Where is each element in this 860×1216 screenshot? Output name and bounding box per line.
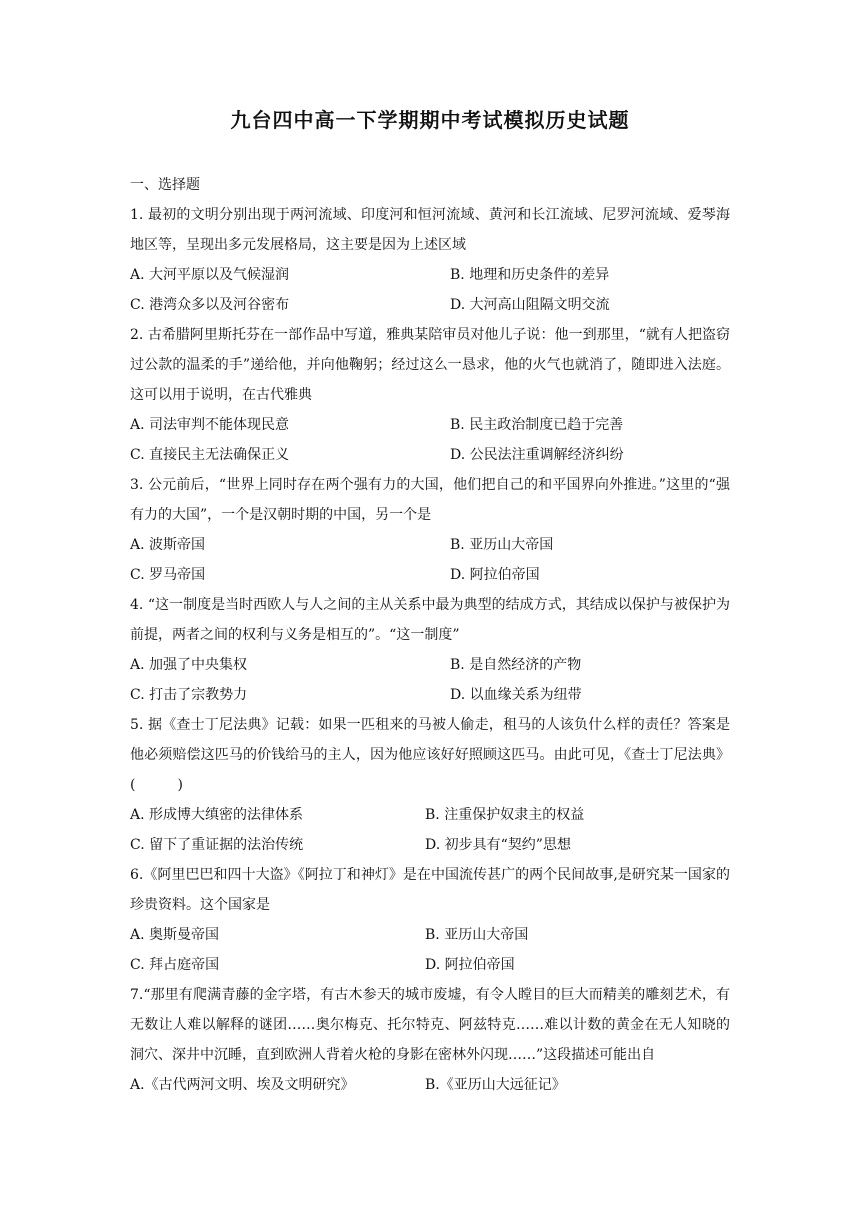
option-c: C. 留下了重证据的法治传统 (130, 837, 304, 853)
option-a: A. 司法审判不能体现民意 (130, 417, 290, 433)
option-c: C. 罗马帝国 (130, 567, 206, 583)
option-c: C. 打击了宗教势力 (130, 687, 248, 703)
option-a: A. 形成博大缜密的法律体系 (130, 807, 304, 823)
question-stem: 7.“那里有爬满青藤的金字塔，有古木参天的城市废墟，有令人瞠目的巨大而精美的雕刻艺术，有无数让人难以解释的谜团……奥尔梅克、托尔特克、阿兹特克……难以计数的黄金在无人知晓的洞穴、深井中沉睡，直到欧洲人背着火枪的身影在密林外闪现……”这段描述可能出自 (130, 987, 730, 1063)
option-d: D. 公民法注重调解经济纠纷 (450, 447, 624, 463)
option-row (130, 530, 730, 560)
option-row (130, 680, 730, 710)
option-row (130, 800, 730, 830)
question-stem: 2. 古希腊阿里斯托芬在一部作品中写道，雅典某陪审员对他儿子说：他一到那里，“就有人把盗窃过公款的温柔的手”递给他，并向他鞠躬；经过这么一恳求，他的火气也就消了，随即进入法庭。这可以用于说明，在古代雅典 (130, 327, 730, 403)
option-c: C. 拜占庭帝国 (130, 957, 220, 973)
exam-content (130, 170, 730, 1100)
question-3 (130, 470, 730, 590)
option-a: A. 波斯帝国 (130, 537, 206, 553)
section-heading: 一、选择题 (130, 177, 200, 193)
option-c: C. 港湾众多以及河谷密布 (130, 297, 290, 313)
option-b: B. 是自然经济的产物 (450, 657, 582, 673)
option-row (130, 650, 730, 680)
option-row (130, 410, 730, 440)
question-5 (130, 710, 730, 860)
question-1 (130, 200, 730, 320)
option-c: C. 直接民主无法确保正义 (130, 447, 290, 463)
option-a: A. 大河平原以及气候湿润 (130, 267, 290, 283)
option-a: A.《古代两河文明、埃及文明研究》 (130, 1077, 355, 1093)
option-row (130, 440, 730, 470)
option-row (130, 1070, 730, 1100)
question-stem: 3. 公元前后，“世界上同时存在两个强有力的大国，他们把自己的和平国界向外推进。”这里的“强有力的大国”，一个是汉朝时期的中国，另一个是 (130, 477, 730, 523)
question-stem: 6.《阿里巴巴和四十大盗》《阿拉丁和神灯》是在中国流传甚广的两个民间故事,是研究某一国家的珍贵资料。这个国家是 (130, 867, 730, 913)
option-row (130, 830, 730, 860)
option-row (130, 290, 730, 320)
option-row (130, 920, 730, 950)
question-4 (130, 590, 730, 710)
option-a: A. 奥斯曼帝国 (130, 927, 220, 943)
option-row (130, 950, 730, 980)
option-b: B. 民主政治制度已趋于完善 (450, 417, 624, 433)
exam-title: 九台四中高一下学期期中考试模拟历史试题 (230, 108, 630, 132)
option-b: B. 亚历山大帝国 (450, 537, 554, 553)
option-d: D. 以血缘关系为纽带 (450, 687, 582, 703)
question-6 (130, 860, 730, 980)
question-7 (130, 980, 730, 1100)
option-b: B.《亚历山大远征记》 (425, 1077, 566, 1093)
option-d: D. 阿拉伯帝国 (450, 567, 540, 583)
question-stem: 1. 最初的文明分别出现于两河流域、印度河和恒河流域、黄河和长江流域、尼罗河流域、爱琴海地区等，呈现出多元发展格局，这主要是因为上述区域 (130, 207, 730, 253)
option-row (130, 560, 730, 590)
option-a: A. 加强了中央集权 (130, 657, 248, 673)
question-stem: 5. 据《查士丁尼法典》记载：如果一匹租来的马被人偷走，租马的人该负什么样的责任？答案是他必须赔偿这匹马的价钱给马的主人，因为他应该好好照顾这匹马。由此可见，《查士丁尼法典》( ) (130, 717, 730, 793)
option-d: D. 大河高山阻隔文明交流 (450, 297, 610, 313)
option-b: B. 注重保护奴隶主的权益 (425, 807, 585, 823)
option-b: B. 亚历山大帝国 (425, 927, 529, 943)
question-2 (130, 320, 730, 470)
option-b: B. 地理和历史条件的差异 (450, 267, 610, 283)
option-row (130, 260, 730, 290)
question-stem: 4. “这一制度是当时西欧人与人之间的主从关系中最为典型的结成方式，其结成以保护与被保护为前提，两者之间的权利与义务是相互的”。“这一制度” (130, 597, 730, 643)
option-d: D. 初步具有“契约”思想 (425, 837, 571, 853)
option-d: D. 阿拉伯帝国 (425, 957, 515, 973)
